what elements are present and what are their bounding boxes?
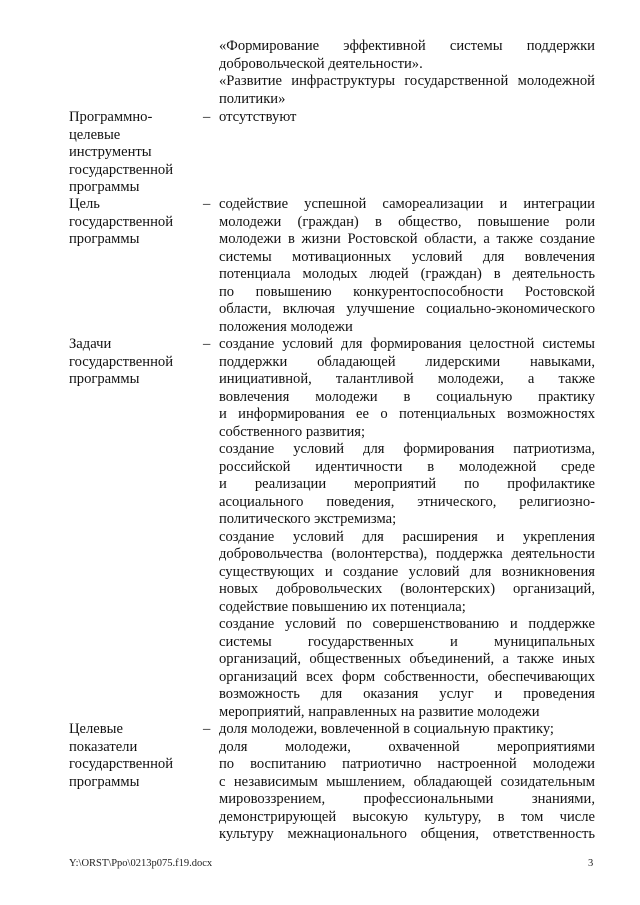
row-value-line: доля молодежи, охваченной мероприятиями — [219, 738, 595, 755]
row-value-line: новых добровольческих (волонтерских) организаций, — [219, 581, 595, 597]
row-value-line: потенциала молодых людей (граждан) в деятельность — [219, 266, 595, 282]
row-label — [69, 109, 209, 197]
intro-line: добровольческой деятельности». — [219, 55, 423, 72]
row-label-line: программы — [69, 371, 140, 387]
row-dash: – — [203, 336, 211, 352]
row-value-line: содействие повышению их потенциала; — [219, 598, 466, 615]
row-value-line: содействие успешной самореализации и интеграции — [219, 196, 595, 212]
row-value-line: организаций, общественных объединений, а также иных — [219, 651, 595, 667]
row-value-line: системы мотивационных условий для вовлечения — [219, 248, 595, 265]
row-label-line: Целевые — [69, 721, 123, 737]
row-value — [219, 336, 595, 721]
row-label-line: государственной — [69, 353, 174, 370]
row-value-line: политического экстремизма; — [219, 511, 397, 527]
footer-page-number: 3 — [588, 858, 594, 869]
row-value-line: мировоззрением, профессиональными знаниями, — [219, 791, 595, 807]
row-dash: – — [203, 721, 211, 737]
row-value-line: демонстрирующей высокую культуру, в том числе — [219, 808, 595, 825]
row-value-line: собственного развития; — [219, 423, 366, 440]
row-value-line: культуру межнационального общения, ответственность — [219, 826, 595, 842]
row-label — [69, 721, 209, 791]
row-value — [219, 109, 595, 127]
intro-line: «Формирование эффективной системы поддержки — [219, 38, 595, 54]
row-label-line: Программно- — [69, 109, 153, 125]
row-label-line: государственной — [69, 161, 174, 178]
intro-line: «Развитие инфраструктуры государственной молодежной — [219, 73, 595, 89]
row-label-line: Задачи — [69, 336, 112, 352]
row-value-line: создание условий для формирования целостной системы — [219, 336, 595, 352]
row-label-line: Цель — [69, 196, 100, 212]
row-label-line: государственной — [69, 213, 174, 230]
row-value-line: создание условий для расширения и укрепления — [219, 528, 595, 545]
row-value — [219, 721, 595, 844]
row-value-line: отсутствуют — [219, 109, 297, 125]
row-value-line: поддержки обладающей лидерскими навыками, — [219, 353, 595, 370]
row-value-line: добровольчества (волонтерства), поддержка деятельности — [219, 546, 595, 562]
row-value-line: создание условий по совершенствованию и поддержке — [219, 616, 595, 632]
row-value-line: доля молодежи, вовлеченной в социальную практику; — [219, 721, 554, 737]
row-label — [69, 196, 209, 249]
row-value — [219, 196, 595, 336]
row-value-line: российской идентичности в молодежной среде — [219, 458, 595, 475]
row-value-line: по воспитанию патриотично настроенной молодежи — [219, 756, 595, 772]
row-value-line: существующих и создание условий для возникновения — [219, 563, 595, 580]
row-value-line: вовлечения молодежи в социальную практику — [219, 388, 595, 405]
intro-text — [219, 38, 595, 108]
intro-line: политики» — [219, 90, 286, 107]
row-value-line: системы государственных и муниципальных — [219, 633, 595, 650]
row-value-line: по повышению конкурентоспособности Ростовской — [219, 283, 595, 300]
footer-file-path: Y:\ORST\Ppo\0213p075.f19.docx — [69, 858, 213, 869]
row-dash: – — [203, 196, 211, 212]
row-value-line: организаций всех форм собственности, обеспечивающих — [219, 668, 595, 685]
row-label-line: показатели — [69, 738, 138, 755]
row-value-line: асоциального поведения, этнического, религиозно- — [219, 493, 595, 510]
row-label-line: программы — [69, 231, 140, 247]
row-label-line: государственной — [69, 756, 174, 772]
row-value-line: создание условий для формирования патриотизма, — [219, 441, 595, 457]
row-value-line: мероприятий, направленных на развитие молодежи — [219, 703, 540, 720]
row-value-line: инициативной, талантливой молодежи, а также — [219, 371, 595, 387]
row-value-line: молодежи в жизни Ростовской области, а также создание — [219, 231, 595, 247]
row-dash: – — [203, 109, 211, 125]
row-label-line: программы — [69, 179, 140, 195]
row-value-line: с независимым мышлением, обладающей созидательным — [219, 773, 595, 790]
row-label-line: инструменты — [69, 144, 152, 160]
row-value-line: молодежи (граждан) в общество, повышение роли — [219, 213, 595, 230]
row-value-line: положения молодежи — [219, 318, 353, 335]
row-label-line: целевые — [69, 126, 121, 143]
row-value-line: и информирования ее о потенциальных возможностях — [219, 406, 595, 422]
row-value-line: и реализации мероприятий по профилактике — [219, 476, 595, 492]
row-value-line: возможность для оказания услуг и проведения — [219, 686, 595, 702]
row-value-line: области, включая улучшение социально-экономического — [219, 301, 595, 317]
row-label — [69, 336, 209, 389]
row-label-line: программы — [69, 773, 140, 790]
